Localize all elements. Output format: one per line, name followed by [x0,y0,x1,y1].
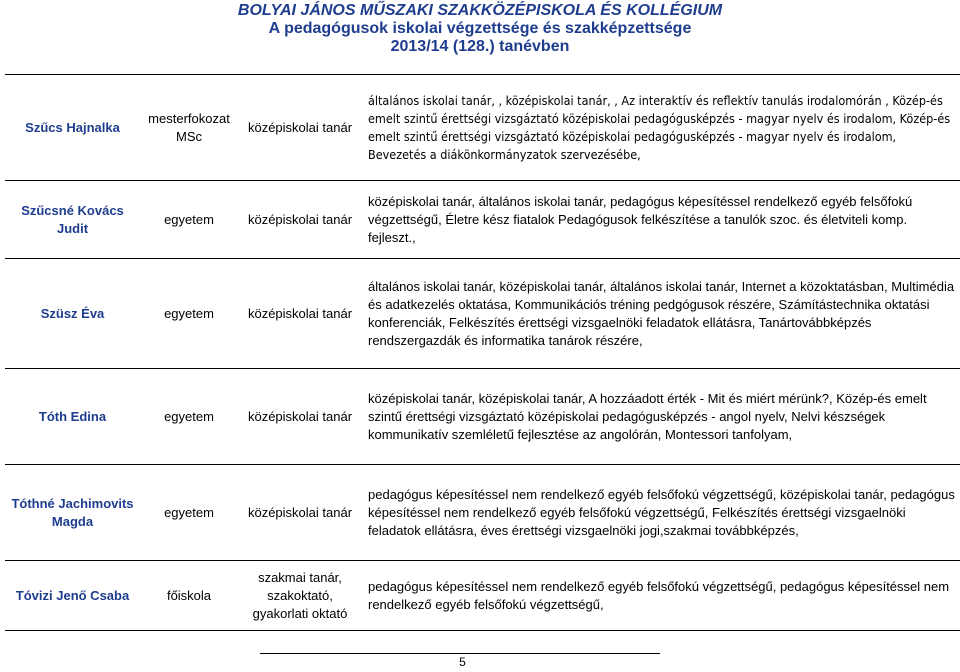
degree: egyetem [140,465,238,561]
table-row [5,369,960,465]
staff-table [5,74,960,631]
qualifications: általános iskolai tanár, középiskolai tanár, általános iskolai tanár, Internet a közoktatásban, Multimédia és adatkezelés oktatása, Kommunikációs tréning pedgógusok részére, Számítástechnika oktatási konferenciák, Felkészítés érettségi vizsgaelnöki feladatok ellátásra, Tanártovábbképzés rendszergazdák és informatika tanárok részére, [362,259,960,369]
degree: főiskola [140,561,238,631]
position: szakmai tanár, szakoktató, gyakorlati oktató [238,561,362,631]
position: középiskolai tanár [238,369,362,465]
school-name: BOLYAI JÁNOS MŰSZAKI SZAKKÖZÉPISKOLA ÉS KOLLÉGIUM [237,2,723,19]
table-row [5,181,960,259]
table-row [5,561,960,631]
degree: mesterfokozat MSc [140,75,238,181]
footer-divider [260,653,660,654]
position: középiskolai tanár [238,259,362,369]
degree: egyetem [140,259,238,369]
teacher-name: Szűcs Hajnalka [5,75,140,181]
school-year: 2013/14 (128.) tanévben [390,38,570,55]
qualifications: pedagógus képesítéssel nem rendelkező egyéb felsőfokú végzettségű, pedagógus képesítéssel nem rendelkező egyéb felsőfokú végzettségű, [362,561,960,631]
teacher-name: Tóth Edina [5,369,140,465]
table-row [5,75,960,181]
teacher-name: Szűcsné Kovács Judit [5,181,140,259]
qualifications: középiskolai tanár, általános iskolai tanár, pedagógus képesítéssel rendelkező egyéb felsőfokú végzettségű, Életre kész fiatalok Pedagógusok felkészítése a tanulók szoc. és életviteli komp. fejleszt., [362,181,960,259]
qualifications: középiskolai tanár, középiskolai tanár, A hozzáadott érték - Mit és miért mérünk?, Közép-és emelt szintű érettségi vizsgáztató középiskolai pedagógusképzés - angol nyelv, Nelvi készségek kommunikatív szemléletű fejlesztése az angolórán, Montessori tanfolyam, [362,369,960,465]
degree: egyetem [140,181,238,259]
qualifications: pedagógus képesítéssel nem rendelkező egyéb felsőfokú végzettségű, középiskolai tanár, pedagógus képesítéssel nem rendelkező egyéb felsőfokú végzettségű, Felkészítés érettségi vizsgaelnöki feladatok ellátásra, éves érettségi vizsgaelnöki jogi,szakmai továbbképzés, [362,465,960,561]
qualifications: általános iskolai tanár, , középiskolai tanár, , Az interaktív és reflektív tanulás irodalomórán , Közép-és emelt szintű érettségi vizsgáztató középiskolai pedagógusképzés - magyar nyelv és irodalom, Közép-és emelt szintű érettségi vizsgáztató középiskolai pedagógusképzés - magyar nyelv és irodalom, Bevezetés a diákönkormányzatok szervezésébe, [362,75,960,181]
degree: egyetem [140,369,238,465]
document-title: A pedagógusok iskolai végzettsége és szakképzettsége [268,20,692,37]
position: középiskolai tanár [238,181,362,259]
position: középiskolai tanár [238,465,362,561]
position: középiskolai tanár [238,75,362,181]
teacher-name: Tóthné Jachimovits Magda [5,465,140,561]
teacher-name: Szüsz Éva [5,259,140,369]
page-number: 5 [459,655,466,669]
teacher-name: Tóvizi Jenő Csaba [5,561,140,631]
table-row [5,465,960,561]
table-row [5,259,960,369]
